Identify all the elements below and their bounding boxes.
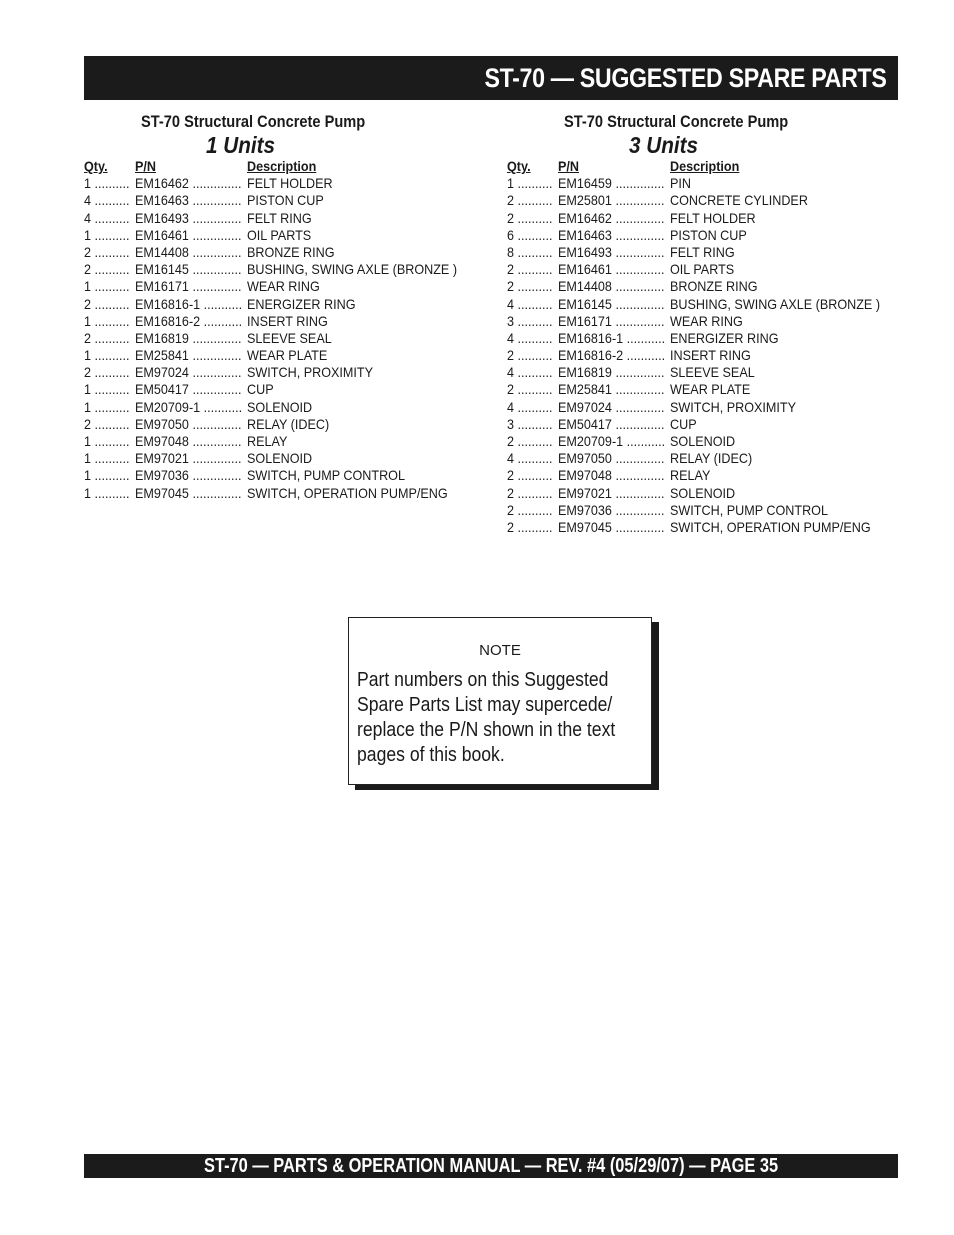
pn-cell: EM97048 .............. — [135, 433, 242, 449]
table-row — [507, 519, 907, 536]
qty-cell: 4 .......... — [507, 329, 553, 346]
table-row — [507, 364, 907, 381]
qty-cell: 1 .......... — [84, 312, 130, 329]
pn-cell: EM25841 .............. — [558, 381, 665, 398]
description-cell: RELAY (IDEC) — [247, 415, 330, 432]
footer-bar — [84, 1154, 898, 1178]
header-bar — [84, 56, 898, 100]
description-cell: SOLENOID — [670, 433, 736, 449]
pn-cell: EM16145 .............. — [558, 295, 665, 312]
description-cell: RELAY (IDEC) — [670, 450, 753, 467]
qty-cell: 4 .......... — [84, 209, 130, 226]
pn-cell: EM16819 .............. — [558, 364, 665, 381]
pn-cell: EM97036 .............. — [558, 501, 665, 518]
description-cell: CUP — [247, 381, 274, 398]
table-row — [507, 399, 907, 416]
pn-cell: EM16145 .............. — [135, 261, 242, 278]
description-cell: SLEEVE SEAL — [247, 329, 332, 346]
section-subtitle: ST-70 Structural Concrete Pump — [141, 112, 366, 131]
table-row — [507, 502, 907, 519]
pn-cell: EM16819 .............. — [135, 329, 242, 346]
description-cell: WEAR RING — [247, 278, 320, 295]
description-cell: ENERGIZER RING — [247, 295, 356, 312]
description-cell: CUP — [670, 415, 697, 432]
parts-table — [84, 158, 484, 502]
pn-cell: EM16493 .............. — [135, 209, 242, 226]
table-row — [507, 227, 907, 244]
qty-cell: 2 .......... — [507, 501, 553, 518]
qty-cell: 2 .......... — [507, 347, 553, 364]
table-row — [507, 278, 907, 295]
pn-cell: EM50417 .............. — [135, 381, 242, 398]
parts-list-3-units — [507, 112, 907, 536]
pn-cell: EM16816-2 ........... — [135, 312, 243, 329]
qty-cell: 4 .......... — [507, 364, 553, 381]
qty-cell: 2 .......... — [507, 278, 553, 295]
qty-cell: 2 .......... — [507, 209, 553, 226]
pn-cell: EM25801 .............. — [558, 192, 665, 209]
description-cell: SOLENOID — [670, 484, 736, 501]
pn-cell: EM16816-2 ........... — [558, 347, 666, 364]
qty-cell: 1 .......... — [84, 433, 130, 449]
table-row — [84, 175, 484, 192]
qty-cell: 3 .......... — [507, 312, 553, 329]
qty-cell: 1 .......... — [84, 381, 130, 398]
pn-cell: EM97024 .............. — [558, 398, 665, 415]
qty-cell: 4 .......... — [507, 398, 553, 415]
pn-cell: EM16462 .............. — [135, 175, 242, 192]
description-cell: WEAR RING — [670, 312, 743, 329]
description-cell: BUSHING, SWING AXLE (BRONZE ) — [670, 295, 881, 312]
units-heading: 1 Units — [206, 132, 276, 158]
table-row — [84, 485, 484, 502]
table-row — [84, 210, 484, 227]
qty-cell: 4 .......... — [507, 450, 553, 467]
description-cell: SWITCH, OPERATION PUMP/ENG — [670, 518, 871, 535]
note-line: Part numbers on this Suggested — [357, 669, 609, 691]
table-row — [507, 330, 907, 347]
table-row — [84, 192, 484, 209]
pn-cell: EM16171 .............. — [558, 312, 665, 329]
pn-cell: EM97050 .............. — [558, 450, 665, 467]
pn-cell: EM97021 .............. — [558, 484, 665, 501]
note-line: Spare Parts List may supercede/ — [357, 694, 613, 716]
table-row — [84, 416, 484, 433]
description-cell: SLEEVE SEAL — [670, 364, 755, 381]
note-line: pages of this book. — [357, 744, 505, 766]
qty-cell: 6 .......... — [507, 226, 553, 243]
description-cell: INSERT RING — [670, 347, 751, 364]
pn-cell: EM20709-1 ........... — [558, 433, 666, 449]
table-header-row — [507, 158, 907, 175]
table-row — [84, 330, 484, 347]
description-cell: FELT RING — [247, 209, 312, 226]
qty-cell: 2 .......... — [84, 243, 130, 260]
pn-cell: EM14408 .............. — [558, 278, 665, 295]
pn-cell: EM16816-1 ........... — [135, 295, 243, 312]
table-row — [84, 364, 484, 381]
description-cell: OIL PARTS — [247, 226, 312, 243]
qty-cell: 1 .......... — [84, 467, 130, 484]
description-cell: FELT HOLDER — [670, 209, 756, 226]
pn-cell: EM16459 .............. — [558, 175, 665, 192]
page-title: ST-70 — SUGGESTED SPARE PARTS — [483, 63, 886, 93]
table-row — [84, 313, 484, 330]
qty-cell: 2 .......... — [507, 518, 553, 535]
qty-cell: 2 .......... — [84, 329, 130, 346]
table-row — [507, 175, 907, 192]
description-cell: ENERGIZER RING — [670, 329, 779, 346]
table-header-row — [84, 158, 484, 175]
note-box — [348, 617, 652, 785]
description-cell: SWITCH, PROXIMITY — [247, 364, 373, 381]
description-cell: SWITCH, PUMP CONTROL — [247, 467, 405, 484]
pn-cell: EM97050 .............. — [135, 415, 242, 432]
description-cell: PISTON CUP — [670, 226, 747, 243]
description-cell: BUSHING, SWING AXLE (BRONZE ) — [247, 261, 458, 278]
description-cell: RELAY — [670, 467, 711, 484]
units-heading: 3 Units — [629, 132, 699, 158]
pn-cell: EM20709-1 ........... — [135, 398, 243, 415]
pn-cell: EM50417 .............. — [558, 415, 665, 432]
description-cell: SOLENOID — [247, 398, 313, 415]
qty-cell: 2 .......... — [84, 364, 130, 381]
footer-text: ST-70 — PARTS & OPERATION MANUAL — REV. #4 (05/29/07) — PAGE 35 — [203, 1155, 779, 1177]
description-cell: SWITCH, OPERATION PUMP/ENG — [247, 484, 448, 501]
pn-cell: EM16461 .............. — [135, 226, 242, 243]
pn-cell: EM97045 .............. — [135, 484, 242, 501]
description-cell: PIN — [670, 175, 692, 192]
pn-cell: EM25841 .............. — [135, 347, 242, 364]
qty-cell: 2 .......... — [507, 484, 553, 501]
qty-cell: 4 .......... — [84, 192, 130, 209]
description-cell: SWITCH, PUMP CONTROL — [670, 501, 828, 518]
footer-text-wrap — [84, 1155, 898, 1178]
table-row — [84, 467, 484, 484]
description-cell: INSERT RING — [247, 312, 328, 329]
pn-cell: EM16463 .............. — [558, 226, 665, 243]
qty-cell: 1 .......... — [84, 347, 130, 364]
table-row — [84, 347, 484, 364]
qty-cell: 1 .......... — [84, 450, 130, 467]
table-row — [507, 192, 907, 209]
table-row — [507, 347, 907, 364]
pn-cell: EM16463 .............. — [135, 192, 242, 209]
qty-cell: 3 .......... — [507, 415, 553, 432]
table-row — [84, 433, 484, 450]
description-header: Description — [247, 158, 317, 174]
parts-table — [507, 158, 907, 536]
qty-cell: 4 .......... — [507, 295, 553, 312]
qty-cell: 1 .......... — [84, 484, 130, 501]
qty-cell: 1 .......... — [84, 398, 130, 415]
qty-cell: 1 .......... — [507, 175, 553, 192]
table-row — [507, 467, 907, 484]
section-subtitle: ST-70 Structural Concrete Pump — [564, 112, 789, 131]
description-cell: PISTON CUP — [247, 192, 324, 209]
qty-cell: 2 .......... — [84, 261, 130, 278]
note-body — [357, 668, 647, 768]
table-row — [84, 450, 484, 467]
description-cell: CONCRETE CYLINDER — [670, 192, 808, 209]
qty-cell: 1 .......... — [84, 175, 130, 192]
description-header: Description — [670, 158, 740, 174]
description-cell: FELT RING — [670, 243, 735, 260]
description-cell: BRONZE RING — [247, 243, 335, 260]
table-row — [507, 485, 907, 502]
description-cell: RELAY — [247, 433, 288, 449]
description-cell: BRONZE RING — [670, 278, 758, 295]
table-row — [84, 244, 484, 261]
qty-cell: 2 .......... — [507, 467, 553, 484]
pn-header: P/N — [135, 158, 157, 174]
description-cell: WEAR PLATE — [247, 347, 328, 364]
qty-cell: 2 .......... — [507, 192, 553, 209]
note-line: replace the P/N shown in the text — [357, 719, 616, 741]
pn-cell: EM14408 .............. — [135, 243, 242, 260]
table-row — [507, 433, 907, 450]
pn-cell: EM16461 .............. — [558, 261, 665, 278]
table-row — [507, 313, 907, 330]
description-cell: OIL PARTS — [670, 261, 735, 278]
table-row — [507, 244, 907, 261]
table-row — [507, 416, 907, 433]
table-row — [84, 381, 484, 398]
table-row — [507, 261, 907, 278]
table-row — [507, 381, 907, 398]
qty-header: Qty. — [84, 158, 108, 174]
description-cell: SOLENOID — [247, 450, 313, 467]
pn-header: P/N — [558, 158, 580, 174]
qty-cell: 2 .......... — [84, 295, 130, 312]
pn-cell: EM97024 .............. — [135, 364, 242, 381]
qty-cell: 1 .......... — [84, 278, 130, 295]
description-cell: WEAR PLATE — [670, 381, 751, 398]
qty-cell: 2 .......... — [507, 381, 553, 398]
qty-cell: 2 .......... — [84, 415, 130, 432]
table-row — [84, 296, 484, 313]
table-row — [507, 210, 907, 227]
pn-cell: EM97045 .............. — [558, 518, 665, 535]
table-row — [84, 261, 484, 278]
table-row — [84, 278, 484, 295]
qty-cell: 2 .......... — [507, 433, 553, 449]
table-row — [507, 296, 907, 313]
pn-cell: EM97021 .............. — [135, 450, 242, 467]
parts-list-1-unit — [84, 112, 484, 502]
pn-cell: EM16816-1 ........... — [558, 329, 666, 346]
table-row — [84, 227, 484, 244]
description-cell: FELT HOLDER — [247, 175, 333, 192]
qty-cell: 8 .......... — [507, 243, 553, 260]
table-row — [507, 450, 907, 467]
pn-cell: EM16462 .............. — [558, 209, 665, 226]
qty-cell: 2 .......... — [507, 261, 553, 278]
qty-cell: 1 .......... — [84, 226, 130, 243]
qty-header: Qty. — [507, 158, 531, 174]
pn-cell: EM97036 .............. — [135, 467, 242, 484]
table-row — [84, 399, 484, 416]
note-title: NOTE — [479, 642, 521, 659]
pn-cell: EM16171 .............. — [135, 278, 242, 295]
pn-cell: EM16493 .............. — [558, 243, 665, 260]
description-cell: SWITCH, PROXIMITY — [670, 398, 796, 415]
pn-cell: EM97048 .............. — [558, 467, 665, 484]
